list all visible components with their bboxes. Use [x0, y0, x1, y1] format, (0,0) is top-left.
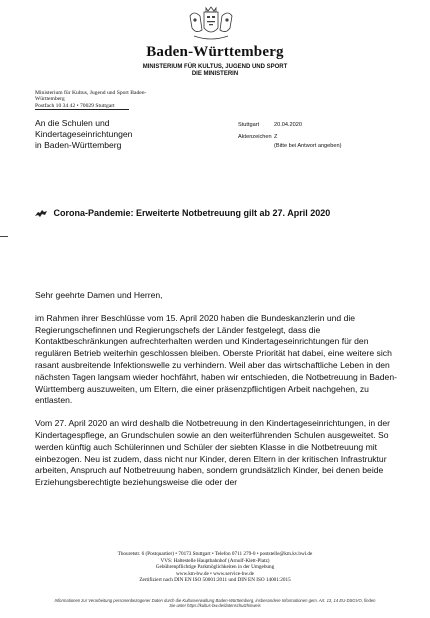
- recipient-line: in Baden-Württemberg: [35, 140, 122, 150]
- place-label: Stuttgart: [238, 122, 260, 128]
- ministry-subline: DIE MINISTERIN: [191, 71, 239, 77]
- sender-address: [35, 90, 175, 110]
- sender-line: Ministerium für Kultus, Jugend und Sport Baden-Württemberg: [35, 90, 147, 103]
- subject-line: [35, 208, 330, 218]
- privacy-notice: [0, 598, 430, 608]
- letter-body: [35, 290, 400, 500]
- lion-emblem-icon: [35, 208, 54, 218]
- reference-value: Z: [274, 134, 278, 140]
- footer-websites: www.km-bw.de • www.service-bw.de: [176, 570, 254, 577]
- brand-name: Baden-Württemberg: [146, 44, 284, 60]
- privacy-line: Informationen zur Verarbeitung personenbezogener Daten durch die Kultusverwaltung Baden-Württemberg, insbesondere Informationen gem. Art. 13, 14 EU-DSGVO, finden: [54, 598, 376, 603]
- ministry-name: [0, 64, 430, 78]
- ministry-line: MINISTERIUM FÜR KULTUS, JUGEND UND SPORT: [142, 64, 288, 70]
- recipient-line: Kindertageseinrichtungen: [35, 129, 133, 139]
- body-paragraph: Vom 27. April 2020 an wird deshalb die Notbetreuung in den Kindertageseinrichtungen, in der Kindertagespflege, an Grundschulen sowie an den weiterführenden Schulen ausgeweitet. So werden künftig auch Schülerinnen und Schüler der siebten Klasse in die Notbetreuung mit einbezogen. Neu ist zudem, dass nicht nur Kinder, deren Eltern in der kritischen Infrastruktur arbeiten, Anspruch auf Notbetreuung haben, sondern grundsätzlich Kinder, bei denen beide Erziehungsberechtigte beziehungsweise die oder der: [35, 418, 390, 488]
- footer-certification: Zertifiziert nach DIN EN ISO 50001:2011 und DIN EN ISO 14001:2015: [139, 577, 291, 584]
- fold-mark: [0, 236, 8, 237]
- recipient-address: [35, 118, 235, 151]
- reference-label: Aktenzeichen: [238, 134, 272, 140]
- letter-date: 20.04.2020: [274, 122, 302, 128]
- salutation: Sehr geehrte Damen und Herren,: [35, 290, 163, 300]
- coat-of-arms-icon: [180, 4, 242, 46]
- recipient-line: An die Schulen und: [35, 118, 110, 128]
- footer-parking: Gebührenpflichtige Parkmöglichkeiten in der Umgebung: [155, 564, 275, 571]
- letter-footer: [0, 551, 430, 584]
- privacy-link[interactable]: Sie unter https://kultus-bw.de/datenschutzhinweis: [169, 603, 261, 608]
- reference-note: (Bitte bei Antwort angeben): [274, 143, 342, 149]
- footer-address: Thouretstr. 6 (Postquartier) • 70173 Stuttgart • Telefon 0711 279-0 • poststelle@km.kv.bwl.de: [117, 551, 313, 557]
- subject-text: Corona-Pandemie: Erweiterte Notbetreuung gilt ab 27. April 2020: [53, 208, 331, 218]
- sender-postbox: Postfach 10 34 42 • 70029 Stuttgart: [35, 103, 129, 110]
- body-paragraph: im Rahmen ihrer Beschlüsse vom 15. April 2020 haben die Bundeskanzlerin und die Regierungschefinnen und Regierungschefs der Länder festgelegt, dass die Kontaktbeschränkungen aufrechterhalten werden und Kindertageseinrichtungen für den regulären Betrieb weiterhin geschlossen bleiben. Oberste Priorität hat dabei, eine weitere sich rasant ausbreitende Infektionswelle zu verhindern. Weil aber das wirtschaftliche Leben in den nächsten Tagen langsam wieder hochfährt, haben wir entschieden, die Notbetreuung in Baden-Württemberg auszuweiten, um Eltern, die einer präsenzpflichtigen Arbeit nachgehen, zu entlasten.: [35, 312, 397, 406]
- footer-transit: VVS: Haltestelle Hauptbahnhof (Arnulf-Klett-Platz): [160, 557, 270, 564]
